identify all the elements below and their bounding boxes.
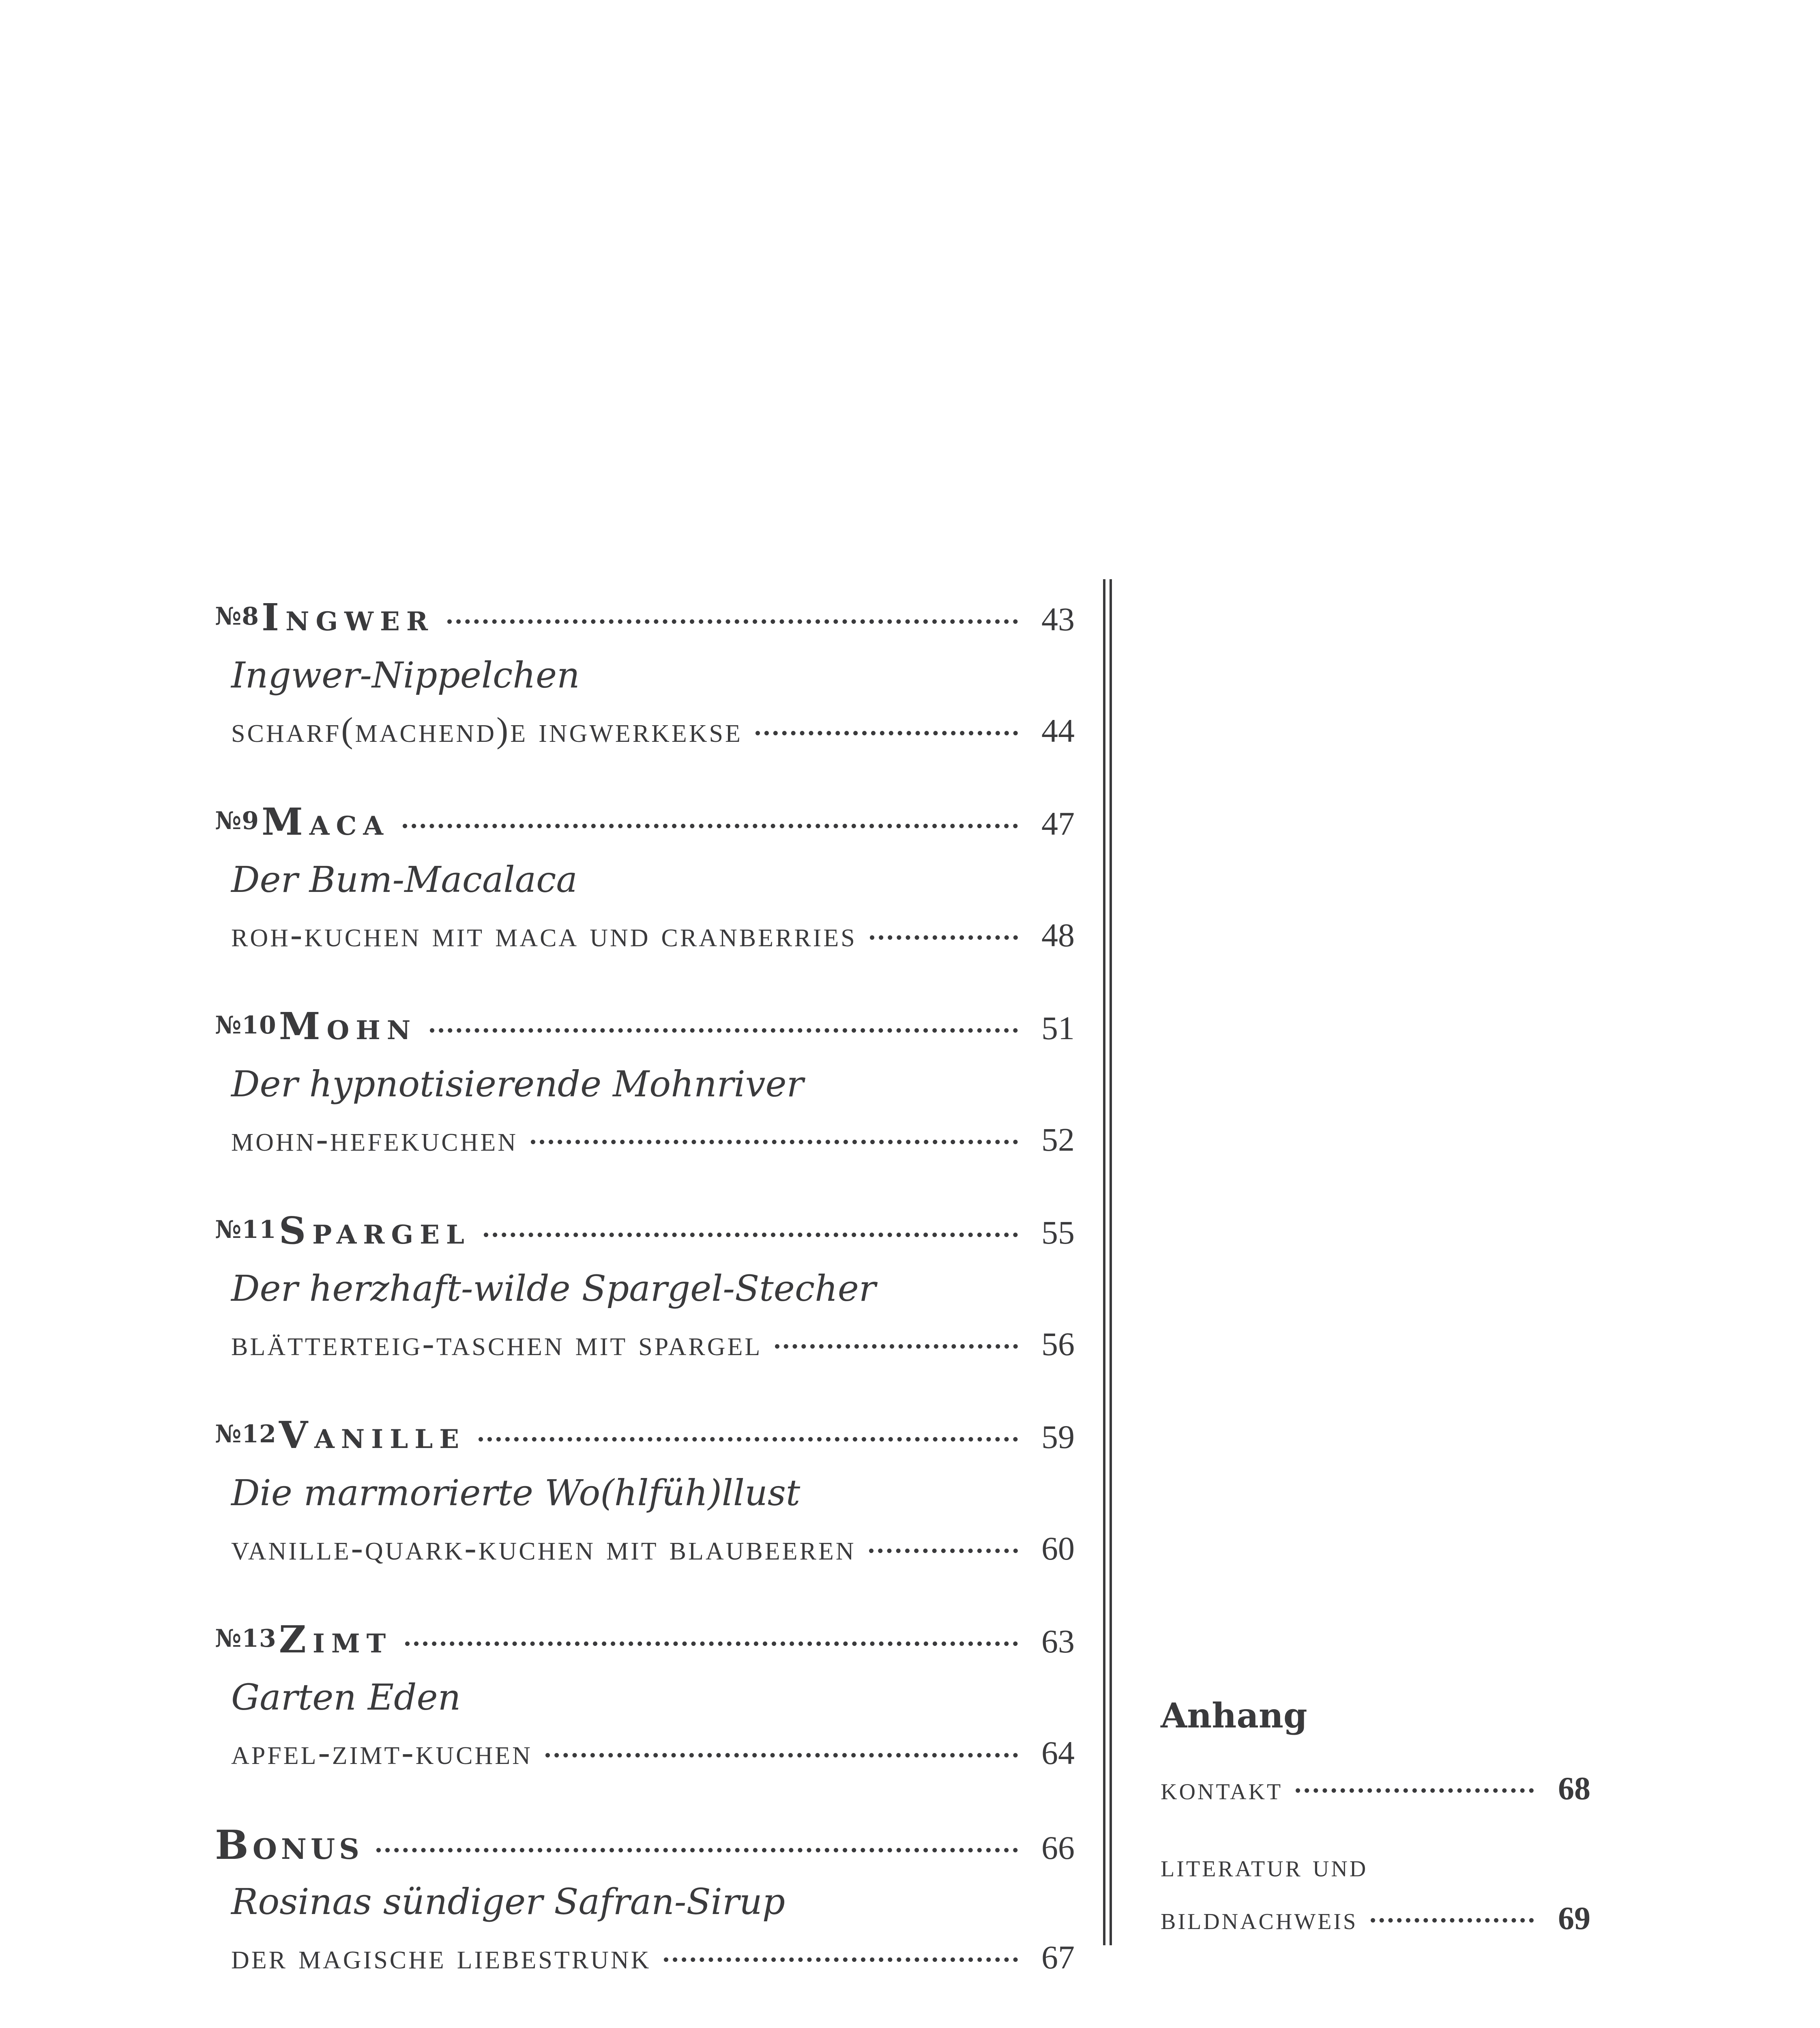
appendix-item-literatur-line1: [1161, 1848, 1590, 1884]
dot-leader: [447, 619, 1018, 624]
table-of-contents: [215, 595, 1075, 2026]
recipe-page-number: 64: [1041, 1734, 1075, 1771]
chapter-title: Zimt: [279, 1618, 393, 1661]
chapter-heading-row[interactable]: [215, 1209, 1075, 1252]
chapter-entry: [215, 595, 1075, 800]
recipe-title-row: [231, 859, 577, 900]
recipe-row[interactable]: [215, 710, 1075, 751]
appendix-item-label: bildnachweis: [1161, 1901, 1358, 1936]
chapter-heading-row[interactable]: [215, 1413, 1075, 1457]
dot-leader: [1371, 1918, 1534, 1923]
recipe-row[interactable]: [215, 1119, 1075, 1160]
recipe-title: Der Bum-Macalaca: [231, 859, 577, 900]
dot-leader: [403, 824, 1018, 828]
dot-leader: [1296, 1788, 1534, 1793]
dot-leader: [430, 1028, 1018, 1033]
appendix-page-number: 68: [1558, 1771, 1590, 1807]
dot-leader: [755, 731, 1018, 735]
dot-leader: [545, 1753, 1018, 1757]
recipe-title-row: [231, 1268, 876, 1309]
recipe-name: vanille-quark-kuchen mit blaubeeren: [231, 1528, 856, 1568]
dot-leader: [376, 1848, 1018, 1852]
dot-leader: [405, 1641, 1018, 1646]
appendix-page-number: 69: [1558, 1901, 1590, 1936]
dot-leader: [531, 1140, 1018, 1144]
chapter-title: Mohn: [279, 1004, 417, 1048]
recipe-title-row: [231, 654, 580, 696]
chapter-number: №10: [215, 1011, 277, 1040]
recipe-title: Ingwer-Nippelchen: [231, 654, 580, 696]
dot-leader: [775, 1344, 1018, 1349]
recipe-name: scharf(machend)e ingwerkekse: [231, 711, 743, 750]
recipe-page-number: 44: [1041, 712, 1075, 749]
dot-leader: [664, 1957, 1018, 1962]
chapter-title: Maca: [261, 800, 390, 844]
recipe-page-number: 52: [1041, 1121, 1075, 1158]
dot-leader: [479, 1437, 1018, 1442]
chapter-entry: [215, 1004, 1075, 1209]
recipe-title-row: [231, 1472, 800, 1514]
recipe-title: Die marmorierte Wo(hlfüh)llust: [231, 1472, 801, 1514]
dot-leader: [870, 935, 1018, 940]
bonus-title: Bonus: [215, 1822, 364, 1869]
chapter-entry: [215, 1413, 1075, 1618]
chapter-title: Vanille: [279, 1413, 466, 1457]
recipe-row[interactable]: [215, 1936, 1075, 1977]
recipe-row[interactable]: [215, 1732, 1075, 1773]
recipe-name: der magische liebestrunk: [231, 1937, 651, 1976]
recipe-name: mohn-hefekuchen: [231, 1119, 518, 1159]
recipe-title: Garten Eden: [231, 1676, 461, 1718]
chapter-page-number: 59: [1041, 1418, 1075, 1455]
chapter-heading-row[interactable]: [215, 1618, 1075, 1661]
bonus-heading-row[interactable]: [215, 1822, 1075, 1869]
chapter-number: №8: [215, 602, 259, 631]
recipe-page-number: 60: [1041, 1530, 1075, 1567]
chapter-page-number: 55: [1041, 1214, 1075, 1251]
dot-leader: [869, 1549, 1018, 1553]
recipe-page-number: 67: [1041, 1939, 1075, 1976]
chapter-title: Ingwer: [261, 595, 435, 639]
recipe-page-number: 48: [1041, 917, 1075, 954]
appendix-item-label: kontakt: [1161, 1771, 1283, 1807]
recipe-title-row: [231, 1676, 461, 1718]
recipe-title: Rosinas sündiger Safran-Sirup: [231, 1881, 786, 1923]
recipe-page-number: 56: [1041, 1326, 1075, 1362]
chapter-heading-row[interactable]: [215, 595, 1075, 639]
chapter-number: №12: [215, 1420, 277, 1448]
chapter-title: Spargel: [279, 1209, 471, 1252]
recipe-row[interactable]: [215, 1527, 1075, 1568]
recipe-name: roh-kuchen mit maca und cranberries: [231, 915, 857, 954]
chapter-number: №11: [215, 1216, 277, 1244]
recipe-title-row: [231, 1881, 785, 1923]
chapter-heading-row[interactable]: [215, 800, 1075, 844]
recipe-name: blätterteig-taschen mit spargel: [231, 1324, 762, 1363]
recipe-row[interactable]: [215, 914, 1075, 955]
chapter-entry: [215, 1209, 1075, 1413]
chapter-page-number: 47: [1041, 805, 1075, 842]
recipe-row[interactable]: [215, 1323, 1075, 1364]
chapter-number: №9: [215, 807, 259, 835]
appendix-section: [1161, 1695, 1590, 1936]
chapter-entry: [215, 800, 1075, 1004]
chapter-entry: [215, 1618, 1075, 1822]
bonus-page-number: 66: [1041, 1829, 1075, 1866]
recipe-title: Der hypnotisierende Mohnriver: [231, 1063, 804, 1105]
appendix-item-label: literatur und: [1161, 1848, 1368, 1884]
appendix-heading: Anhang: [1161, 1695, 1307, 1736]
chapter-page-number: 51: [1041, 1010, 1075, 1046]
bonus-entry: [215, 1822, 1075, 2026]
recipe-name: apfel-zimt-kuchen: [231, 1733, 532, 1772]
dot-leader: [484, 1233, 1018, 1237]
double-rule-divider: [1103, 579, 1112, 1945]
recipe-title-row: [231, 1063, 804, 1105]
appendix-item-literatur[interactable]: [1161, 1900, 1590, 1937]
chapter-page-number: 43: [1041, 601, 1075, 638]
appendix-item-kontakt[interactable]: [1161, 1770, 1590, 1807]
chapter-page-number: 63: [1041, 1623, 1075, 1660]
chapter-heading-row[interactable]: [215, 1004, 1075, 1048]
recipe-title: Der herzhaft-wilde Spargel-Stecher: [231, 1268, 876, 1309]
chapter-number: №13: [215, 1624, 277, 1653]
